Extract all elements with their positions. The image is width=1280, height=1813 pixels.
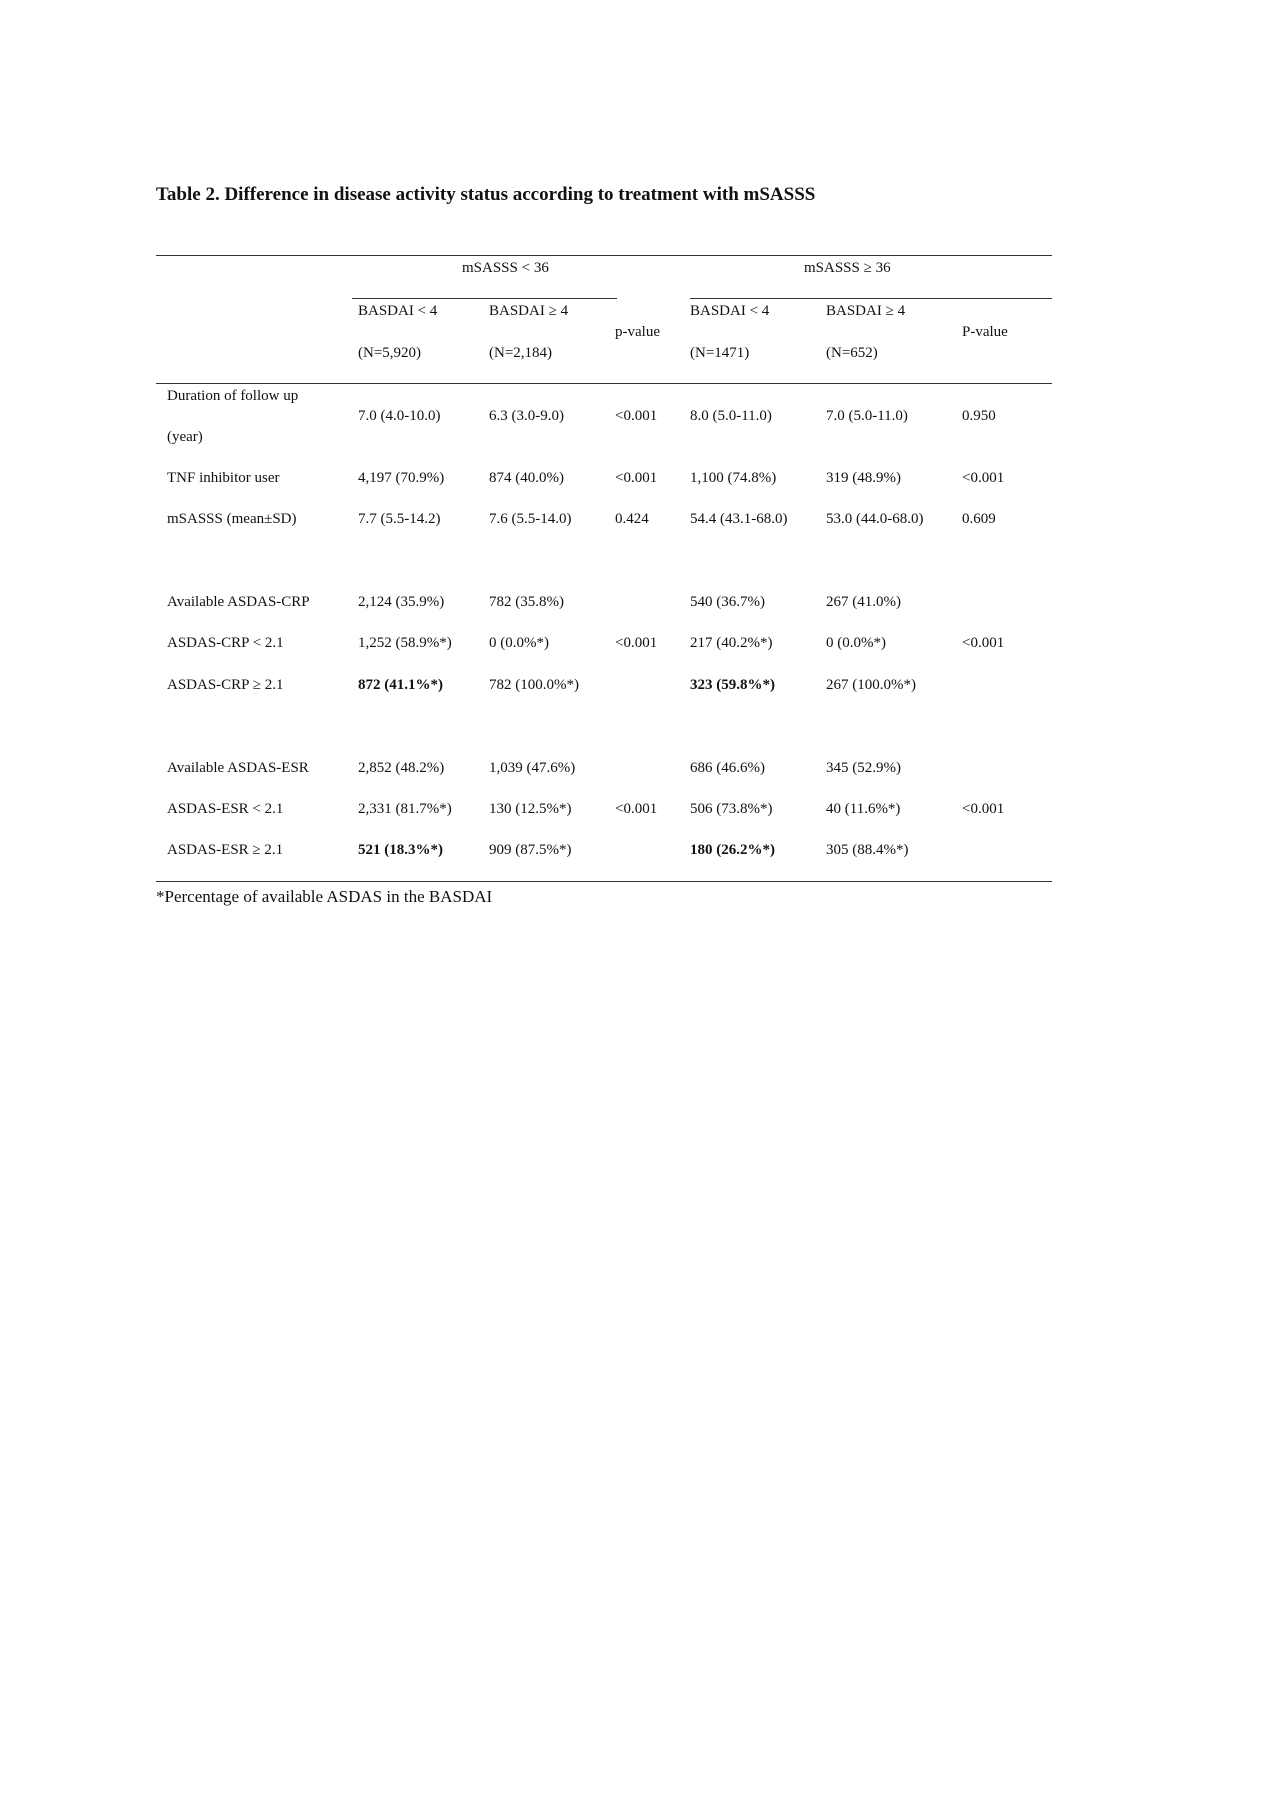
row-label: Available ASDAS-ESR [167,760,309,776]
cell-v2: 874 (40.0%) [489,470,564,486]
cell-p2: 0.609 [962,511,996,527]
cell-v2: 6.3 (3.0-9.0) [489,408,564,424]
cell-v4: 345 (52.9%) [826,760,901,776]
col-4-label: BASDAI ≥ 4 [826,303,906,319]
row-label-cont: (year) [167,429,203,445]
row-label: TNF inhibitor user [167,470,280,486]
cell-p1: <0.001 [615,635,658,651]
row-label: ASDAS-ESR < 2.1 [167,801,284,817]
cell-v3: 54.4 (43.1-68.0) [690,511,788,527]
cell-v3: 686 (46.6%) [690,760,765,776]
col-2-n: (N=2,184) [489,345,553,361]
cell-v2: 7.6 (5.5-14.0) [489,511,572,527]
cell-v1: 872 (41.1%*) [358,677,443,693]
cell-v3: 506 (73.8%*) [690,801,773,817]
row-label: mSASSS (mean±SD) [167,511,297,527]
cell-v1: 2,852 (48.2%) [358,760,445,776]
cell-p2: <0.001 [962,801,1005,817]
col-1-label: BASDAI < 4 [358,303,438,319]
cell-v4: 267 (100.0%*) [826,677,916,693]
cell-v2: 782 (35.8%) [489,594,564,610]
cell-v1: 7.0 (4.0-10.0) [358,408,441,424]
group-low-rule [352,298,617,299]
cell-v4: 267 (41.0%) [826,594,901,610]
col-p2-label: P-value [962,324,1008,340]
col-3-n: (N=1471) [690,345,750,361]
cell-v4: 305 (88.4%*) [826,842,909,858]
cell-v3: 540 (36.7%) [690,594,765,610]
header-rule [156,383,1052,384]
cell-p2: <0.001 [962,470,1005,486]
cell-v4: 40 (11.6%*) [826,801,901,817]
group-header-low: mSASSS < 36 [462,260,549,276]
cell-v1: 2,331 (81.7%*) [358,801,452,817]
cell-v3: 323 (59.8%*) [690,677,775,693]
cell-p2: <0.001 [962,635,1005,651]
cell-v1: 521 (18.3%*) [358,842,443,858]
cell-v1: 4,197 (70.9%) [358,470,445,486]
cell-v3: 8.0 (5.0-11.0) [690,408,772,424]
row-label: ASDAS-ESR ≥ 2.1 [167,842,284,858]
cell-p1: 0.424 [615,511,649,527]
cell-v3: 217 (40.2%*) [690,635,773,651]
cell-v4: 7.0 (5.0-11.0) [826,408,908,424]
col-3-label: BASDAI < 4 [690,303,770,319]
row-label: ASDAS-CRP < 2.1 [167,635,284,651]
group-high-rule [690,298,1052,299]
table-bottom-rule [156,881,1052,882]
col-4-n: (N=652) [826,345,878,361]
table-footnote: *Percentage of available ASDAS in the BASDAI [156,887,493,906]
cell-v4: 0 (0.0%*) [826,635,886,651]
table-top-rule [156,255,1052,256]
cell-v2: 1,039 (47.6%) [489,760,576,776]
col-1-n: (N=5,920) [358,345,422,361]
cell-v2: 909 (87.5%*) [489,842,572,858]
row-label: Available ASDAS-CRP [167,594,310,610]
cell-v4: 319 (48.9%) [826,470,901,486]
cell-p1: <0.001 [615,801,658,817]
cell-v1: 2,124 (35.9%) [358,594,445,610]
cell-p1: <0.001 [615,408,658,424]
cell-v2: 782 (100.0%*) [489,677,579,693]
cell-p2: 0.950 [962,408,996,424]
cell-v1: 7.7 (5.5-14.2) [358,511,441,527]
cell-v4: 53.0 (44.0-68.0) [826,511,924,527]
cell-v3: 180 (26.2%*) [690,842,775,858]
cell-v3: 1,100 (74.8%) [690,470,777,486]
row-label: Duration of follow up [167,388,299,404]
table-title: Table 2. Difference in disease activity status according to treatment with mSASSS [156,184,816,205]
cell-v2: 130 (12.5%*) [489,801,572,817]
col-p1-label: p-value [615,324,660,340]
cell-v2: 0 (0.0%*) [489,635,549,651]
row-label: ASDAS-CRP ≥ 2.1 [167,677,284,693]
col-2-label: BASDAI ≥ 4 [489,303,569,319]
cell-v1: 1,252 (58.9%*) [358,635,452,651]
group-header-high: mSASSS ≥ 36 [804,260,891,276]
cell-p1: <0.001 [615,470,658,486]
